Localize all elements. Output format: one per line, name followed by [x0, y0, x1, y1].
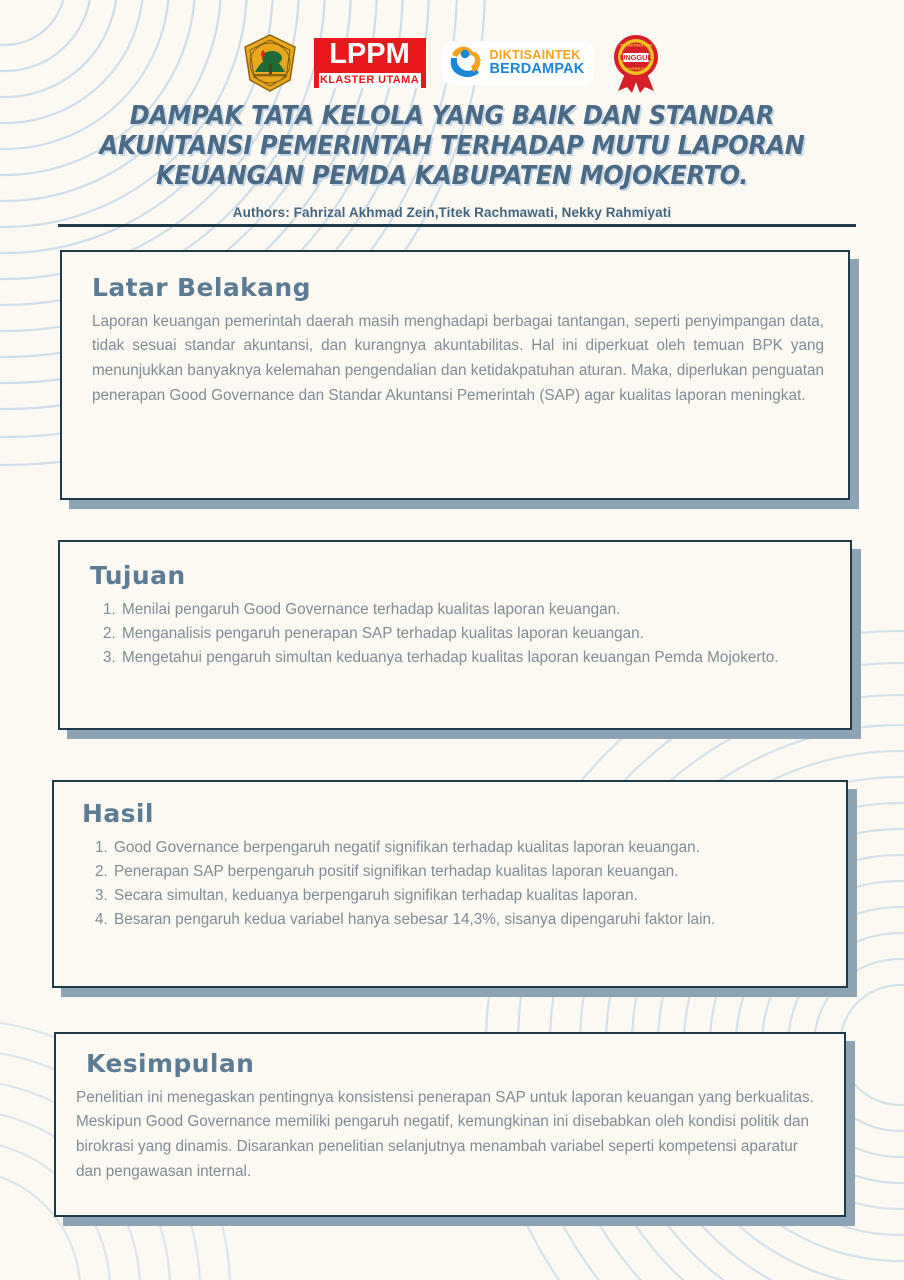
list-item: 3. Secara simultan, keduanya berpengaruh signifikan terhadap kualitas laporan.: [112, 884, 826, 908]
lppm-sub-text: KLASTER UTAMA: [319, 73, 420, 86]
diktisaintek-line2: BERDAMPAK: [489, 60, 585, 77]
poster-header: [0, 0, 904, 220]
logo-row: [0, 0, 904, 96]
svg-text:UNIVERSITAS: UNIVERSITAS: [623, 66, 650, 71]
hasil-list: [82, 836, 826, 933]
authors-line: Authors: Fahrizal Akhmad Zein,Titek Rachmawati, Nekky Rahmiyati: [232, 205, 672, 221]
page-title: DAMPAK TATA KELOLA YANG BAIK DAN STANDAR AKUNTANSI PEMERINTAH TERHADAP MUTU LAPORAN KEUANGAN PEMDA KABUPATEN MOJOKERTO.: [99, 101, 805, 191]
list-item: 3. Mengetahui pengaruh simultan keduanya terhadap kualitas laporan keuangan Pemda Mojokerto.: [120, 646, 830, 670]
section-card-kesimpulan: [54, 1032, 846, 1217]
section-body-kesimpulan: Penelitian ini menegaskan pentingnya konsistensi penerapan SAP untuk laporan keuangan yang berkualitas. Meskipun Good Governance memiliki pengaruh negatif, kemungkinan ini disebabkan oleh kondisi politik dan birokrasi yang dinamis. Disarankan penelitian selanjutnya menambah variabel seperti kompetensi aparatur dan pengawasan internal.: [76, 1088, 814, 1180]
list-item: 2. Menganalisis pengaruh penerapan SAP terhadap kualitas laporan keuangan.: [120, 622, 830, 646]
akreditasi-unggul-badge: [610, 33, 662, 93]
diktisaintek-berdampak-logo: [442, 41, 595, 85]
title-block: [0, 102, 904, 220]
list-item: 2. Penerapan SAP berpengaruh positif signifikan terhadap kualitas laporan keuangan.: [112, 860, 826, 884]
section-title-latar-belakang: Latar Belakang: [92, 273, 311, 302]
section-card-latar-belakang: [60, 250, 850, 500]
list-item: 1. Good Governance berpengaruh negatif signifikan terhadap kualitas laporan keuangan.: [112, 836, 826, 860]
lppm-main-text: LPPM: [325, 39, 414, 71]
section-card-hasil: [52, 780, 848, 988]
header-divider: [58, 224, 856, 227]
svg-text:UNGGUL: UNGGUL: [620, 53, 653, 63]
untag-surabaya-logo: [242, 34, 298, 92]
lppm-logo: [314, 38, 426, 88]
list-item: 1. Menilai pengaruh Good Governance terhadap kualitas laporan keuangan.: [120, 598, 830, 622]
section-card-tujuan: [58, 540, 852, 730]
section-body-latar-belakang: Laporan keuangan pemerintah daerah masih menghadapi berbagai tantangan, seperti penyimpangan data, tidak sesuai standar akuntansi, dan kurangnya akuntabilitas. Hal ini diperkuat oleh temuan BPK yang menunjukkan banyaknya kelemahan pengendalian dan ketidakpatuhan aturan. Maka, diperlukan penguatan penerapan Good Governance dan Standar Akuntansi Pemerintah (SAP) agar kualitas laporan meningkat.: [92, 312, 824, 404]
section-title-kesimpulan: Kesimpulan: [86, 1049, 255, 1078]
diktisaintek-swoosh-icon: [448, 46, 484, 80]
diktisaintek-line1: DIKTISAINTEK: [489, 48, 581, 63]
list-item: 4. Besaran pengaruh kedua variabel hanya sebesar 14,3%, sisanya dipengaruhi faktor lain.: [112, 908, 826, 932]
section-title-hasil: Hasil: [82, 799, 154, 828]
section-title-tujuan: Tujuan: [90, 561, 186, 590]
tujuan-list: [90, 598, 830, 670]
svg-text:TERAKREDITASI: TERAKREDITASI: [620, 42, 653, 48]
